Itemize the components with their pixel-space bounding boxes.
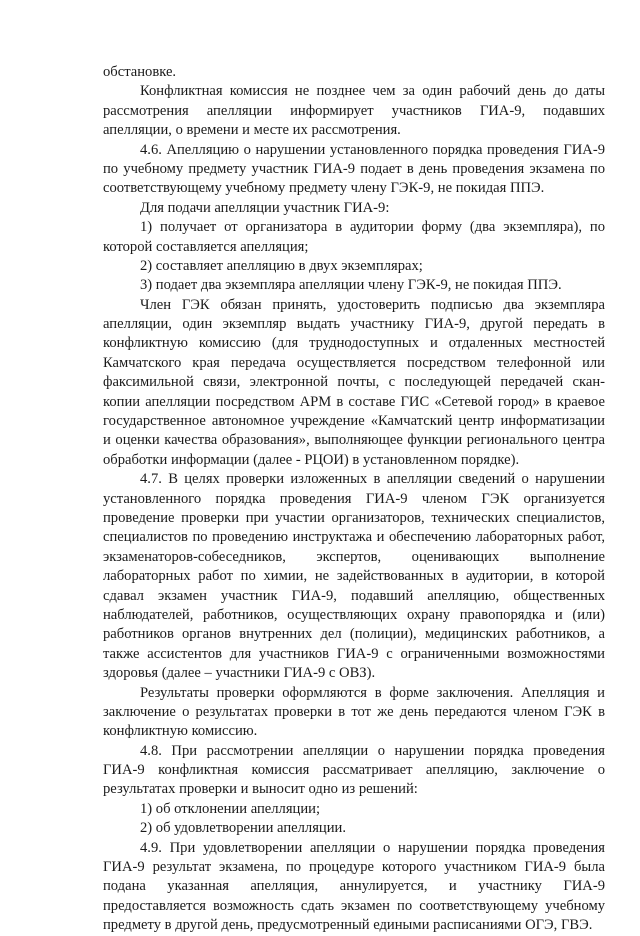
text-line: факсимильной связи, электронной почты, с последующей передачей скан- xyxy=(103,374,605,391)
paragraph xyxy=(103,257,605,276)
text-line: работников органов внутренних дел (полиции), медицинских работников, а xyxy=(103,626,605,643)
text-line: и оценки качества образования», выполняющее функции регионального центра xyxy=(103,432,605,449)
text-line: сдавал экзамен участник ГИА-9, подавший апелляцию, общественных xyxy=(103,587,605,604)
text-line: ГИА-9 конфликтная комиссия рассматривает апелляцию, заключение о xyxy=(103,762,605,779)
text-line: которой составляется апелляция; xyxy=(103,238,309,255)
text-line: здоровья (далее – участники ГИА-9 с ОВЗ). xyxy=(103,665,376,682)
text-line: экзаменаторов-собеседников, экспертов, оценивающих выполнение xyxy=(103,548,605,565)
text-line: апелляции, один экземпляр выдать участнику ГИА-9, другой передать в xyxy=(103,316,605,333)
text-line: 2) составляет апелляцию в двух экземплярах; xyxy=(140,257,423,274)
paragraph xyxy=(103,141,605,199)
text-line: Камчатского края передача осуществляется посредством телефонной или xyxy=(103,354,605,371)
text-line: наблюдателей, работников, осуществляющих охрану правопорядка и (или) xyxy=(103,606,605,623)
text-line: заключение о результатах проверки в тот же день передаются членом ГЭК в xyxy=(103,703,605,720)
text-line: 1) получает от организатора в аудитории форму (два экземпляра), по xyxy=(140,219,605,236)
text-line: 1) об отклонении апелляции; xyxy=(140,800,321,817)
paragraph xyxy=(103,276,605,295)
text-line: Член ГЭК обязан принять, удостоверить подписью два экземпляра xyxy=(140,296,605,313)
text-line: Конфликтная комиссия не позднее чем за один рабочий день до даты xyxy=(140,83,605,100)
paragraph xyxy=(103,684,605,742)
paragraph xyxy=(103,470,605,683)
text-line: проведение проверки при участии организаторов, технических специалистов, xyxy=(103,509,605,526)
paragraph xyxy=(103,63,605,82)
text-line: 3) подает два экземпляра апелляции члену ГЭК-9, не покидая ППЭ. xyxy=(140,277,562,294)
paragraph xyxy=(103,218,605,257)
text-line: специалистов по проведению инструктажа и обеспечению лабораторных работ, xyxy=(103,529,605,546)
text-line: по учебному предмету участник ГИА-9 подает в день проведения экзамена по xyxy=(103,160,605,177)
paragraph xyxy=(103,800,605,819)
text-line: установленного порядка проведения ГИА-9 членом ГЭК организуется xyxy=(103,490,605,507)
text-line: 2) об удовлетворении апелляции. xyxy=(140,820,346,837)
text-line: подана указанная апелляция, аннулируется, и участнику ГИА-9 xyxy=(103,878,605,895)
paragraph xyxy=(103,742,605,800)
text-line: предмету в другой день, предусмотренный едиными расписаниями ОГЭ, ГВЭ. xyxy=(103,917,593,934)
text-line: также ассистентов для участников ГИА-9 с ограниченными возможностями xyxy=(103,645,605,662)
text-line: 4.9. При удовлетворении апелляции о нарушении порядка проведения xyxy=(140,839,605,856)
text-line: обстановке. xyxy=(103,64,177,80)
text-line: соответствующему учебному предмету члену ГЭК-9, не покидая ППЭ. xyxy=(103,180,545,197)
paragraph xyxy=(103,819,605,838)
text-line: предоставляется возможность сдать экзамен по соответствующему учебному xyxy=(103,897,605,914)
text-line: копии апелляции посредством АРМ в составе ГИС «Сетевой город» в краевое xyxy=(103,393,605,410)
paragraph xyxy=(103,199,605,218)
document-page xyxy=(103,63,605,936)
text-line: Результаты проверки оформляются в форме заключения. Апелляция и xyxy=(140,684,605,701)
text-line: апелляции, о времени и месте их рассмотрения. xyxy=(103,122,401,139)
text-line: 4.6. Апелляцию о нарушении установленного порядка проведения ГИА-9 xyxy=(140,141,605,158)
text-line: конфликтную комиссию. xyxy=(103,723,258,740)
text-line: 4.8. При рассмотрении апелляции о нарушении порядка проведения xyxy=(140,742,605,759)
text-line: государственное автономное учреждение «Камчатский центр информатизации xyxy=(103,413,605,430)
text-line: обработки информации (далее - РЦОИ) в установленном порядке). xyxy=(103,451,520,468)
text-line: рассмотрения апелляции информирует участников ГИА-9, подавших xyxy=(103,102,605,119)
text-line: конфликтную комиссию (для труднодоступных и отдаленных местностей xyxy=(103,335,605,352)
text-line: результатах проверки и выносит одно из решений: xyxy=(103,781,418,798)
text-line: ГИА-9 результат экзамена, по процедуре которого участником ГИА-9 была xyxy=(103,859,605,876)
text-line: лабораторных работ по химии, не задействованных в аудитории, в которой xyxy=(103,568,605,585)
text-line: 4.7. В целях проверки изложенных в апелляции сведений о нарушении xyxy=(140,471,605,488)
text-line: Для подачи апелляции участник ГИА-9: xyxy=(140,199,390,216)
paragraph xyxy=(103,82,605,140)
paragraph xyxy=(103,296,605,471)
paragraph xyxy=(103,839,605,936)
